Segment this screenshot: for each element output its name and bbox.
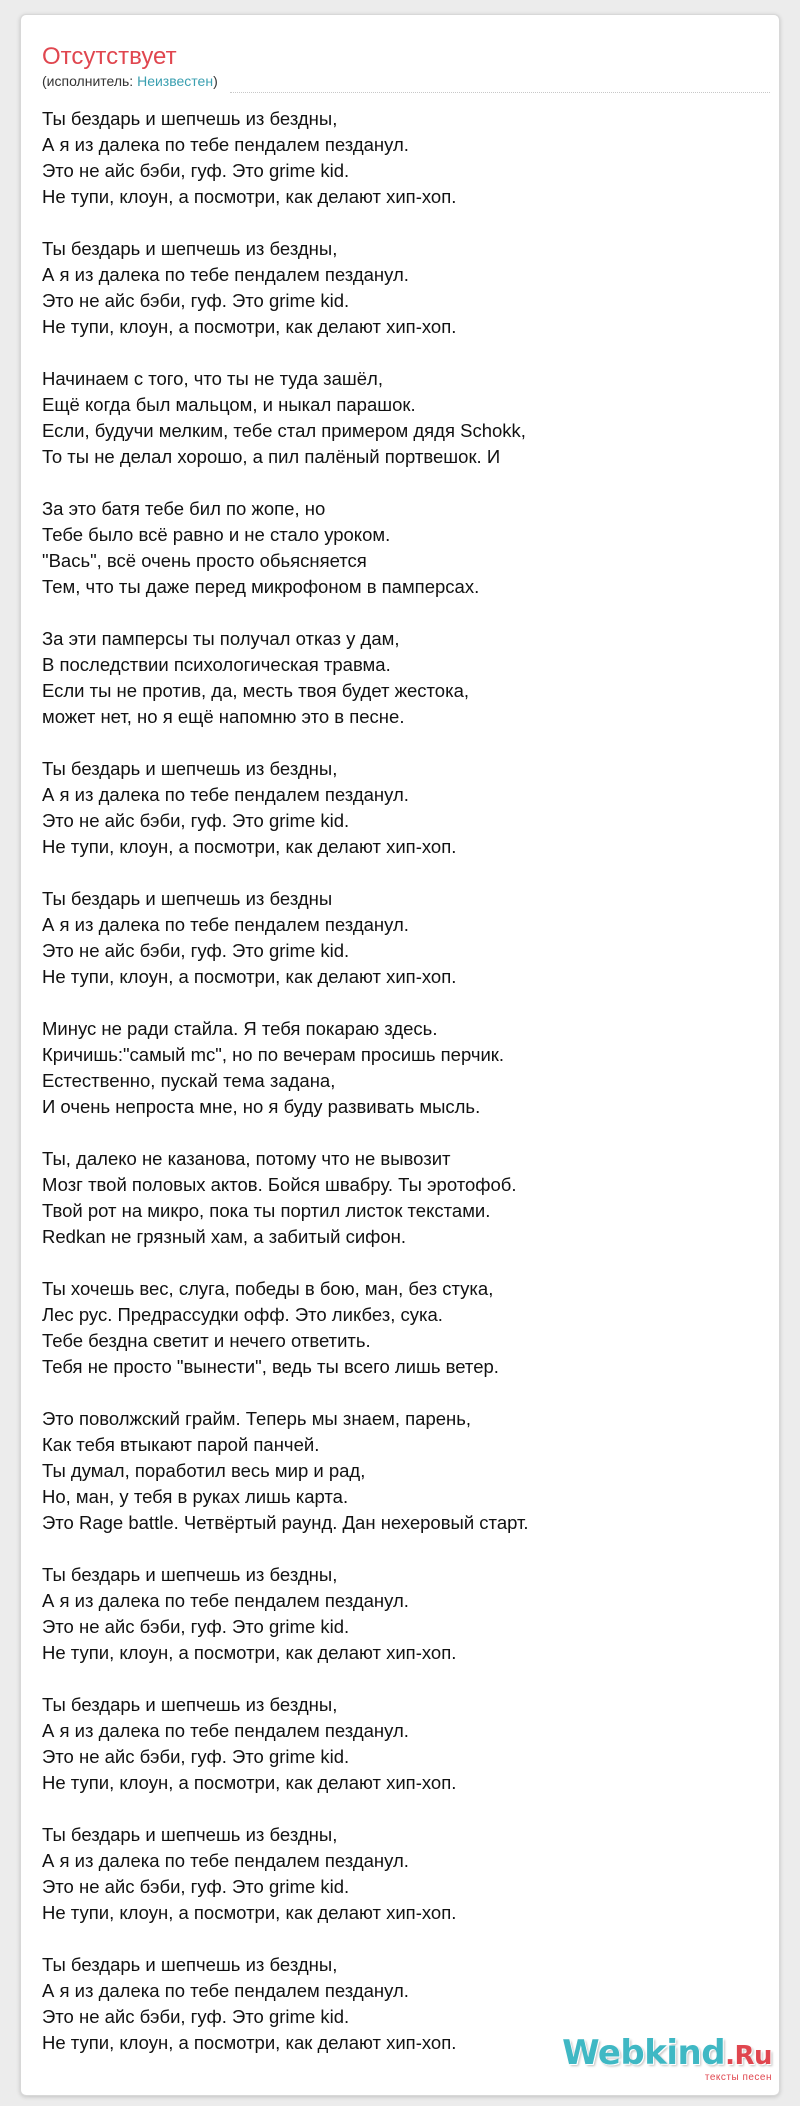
lyrics-line: Тебе бездна светит и нечего ответить.: [42, 1330, 371, 1351]
lyrics-stanza: [42, 626, 529, 730]
lyrics-stanza: [42, 366, 529, 470]
lyrics-line: Это не айс бэби, гуф. Это grime kid.: [42, 1746, 350, 1767]
lyrics-line: Ты бездарь и шепчешь из бездны,: [42, 1824, 338, 1845]
lyrics-stanza: [42, 1692, 529, 1796]
lyrics-line: Это Rage battle. Четвёртый раунд. Дан нехеровый старт.: [42, 1512, 529, 1533]
lyrics-line: Ты думал, поработил весь мир и рад,: [42, 1460, 366, 1481]
lyrics-line: В последствии психологическая травма.: [42, 654, 391, 675]
song-title: Отсутствует: [42, 43, 177, 70]
lyrics-stanza: [42, 106, 529, 210]
lyrics-line: Не тупи, клоун, а посмотри, как делают хип-хоп.: [42, 1642, 457, 1663]
lyrics-stanza: [42, 1562, 529, 1666]
lyrics-stanza: [42, 1406, 529, 1536]
lyrics-stanza: [42, 1276, 529, 1380]
lyrics-line: Это не айс бэби, гуф. Это grime kid.: [42, 810, 350, 831]
lyrics-line: За это батя тебе бил по жопе, но: [42, 498, 326, 519]
lyrics-line: За эти памперсы ты получал отказ у дам,: [42, 628, 400, 649]
lyrics-line: Ты бездарь и шепчешь из бездны,: [42, 238, 338, 259]
lyrics-line: Не тупи, клоун, а посмотри, как делают хип-хоп.: [42, 316, 457, 337]
lyrics-body: [42, 106, 529, 2082]
lyrics-line: Тебя не просто "вынести", ведь ты всего лишь ветер.: [42, 1356, 499, 1377]
lyrics-line: Это не айс бэби, гуф. Это grime kid.: [42, 940, 350, 961]
lyrics-line: Это не айс бэби, гуф. Это grime kid.: [42, 1616, 350, 1637]
artist-link[interactable]: Неизвестен: [137, 73, 214, 89]
lyrics-line: Это не айс бэби, гуф. Это grime kid.: [42, 290, 350, 311]
lyrics-line: То ты не делал хорошо, а пил палёный портвешок. И: [42, 446, 501, 467]
lyrics-stanza: [42, 756, 529, 860]
lyrics-stanza: [42, 886, 529, 990]
lyrics-line: Если ты не против, да, месть твоя будет жестока,: [42, 680, 470, 701]
artist-byline: [42, 71, 218, 91]
logo-wordmark: [562, 2035, 772, 2074]
lyrics-line: Не тупи, клоун, а посмотри, как делают хип-хоп.: [42, 2032, 457, 2053]
byline-suffix: ): [213, 73, 218, 89]
lyrics-stanza: [42, 1822, 529, 1926]
lyrics-line: Не тупи, клоун, а посмотри, как делают хип-хоп.: [42, 836, 457, 857]
lyrics-stanza: [42, 1952, 529, 2056]
lyrics-line: Ты бездарь и шепчешь из бездны,: [42, 758, 338, 779]
lyrics-line: Кричишь:"самый mc", но по вечерам просишь перчик.: [42, 1044, 505, 1065]
lyrics-line: А я из далека по тебе пендалем пезданул.: [42, 1980, 409, 2001]
lyrics-line: А я из далека по тебе пендалем пезданул.: [42, 914, 409, 935]
lyrics-line: Не тупи, клоун, а посмотри, как делают хип-хоп.: [42, 1902, 457, 1923]
lyrics-line: Это не айс бэби, гуф. Это grime kid.: [42, 160, 350, 181]
lyrics-line: Но, ман, у тебя в руках лишь карта.: [42, 1486, 349, 1507]
lyrics-line: Ты, далеко не казанова, потому что не вывозит: [42, 1148, 451, 1169]
lyrics-line: Лес рус. Предрассудки офф. Это ликбез, сука.: [42, 1304, 443, 1325]
lyrics-line: Redkan не грязный хам, а забитый сифон.: [42, 1226, 407, 1247]
lyrics-line: Мозг твой половых актов. Бойся швабру. Ты эротофоб.: [42, 1174, 517, 1195]
lyrics-line: Твой рот на микро, пока ты портил листок текстами.: [42, 1200, 491, 1221]
lyrics-line: "Вась", всё очень просто обьясняется: [42, 550, 367, 571]
lyrics-line: Это поволжский грайм. Теперь мы знаем, парень,: [42, 1408, 472, 1429]
lyrics-line: И очень непроста мне, но я буду развивать мысль.: [42, 1096, 481, 1117]
lyrics-line: А я из далека по тебе пендалем пезданул.: [42, 1850, 409, 1871]
logo-name: Webkind: [562, 2033, 726, 2073]
lyrics-line: Ещё когда был мальцом, и ныкал парашок.: [42, 394, 416, 415]
lyrics-line: Это не айс бэби, гуф. Это grime kid.: [42, 1876, 350, 1897]
lyrics-line: Это не айс бэби, гуф. Это grime kid.: [42, 2006, 350, 2027]
lyrics-line: Как тебя втыкают парой панчей.: [42, 1434, 320, 1455]
lyrics-line: А я из далека по тебе пендалем пезданул.: [42, 134, 409, 155]
logo-tld: .Ru: [725, 2041, 772, 2071]
lyrics-line: А я из далека по тебе пендалем пезданул.: [42, 784, 409, 805]
byline-prefix: (исполнитель:: [42, 73, 138, 89]
lyrics-line: Ты бездарь и шепчешь из бездны,: [42, 1954, 338, 1975]
lyrics-stanza: [42, 496, 529, 600]
lyrics-line: Ты бездарь и шепчешь из бездны,: [42, 1564, 338, 1585]
lyrics-line: Начинаем с того, что ты не туда зашёл,: [42, 368, 383, 389]
lyrics-stanza: [42, 1146, 529, 1250]
lyrics-line: А я из далека по тебе пендалем пезданул.: [42, 264, 409, 285]
lyrics-line: Если, будучи мелким, тебе стал примером дядя Schokk,: [42, 420, 526, 441]
logo-tagline: тексты песен: [704, 2072, 772, 2083]
lyrics-line: может нет, но я ещё напомню это в песне.: [42, 706, 405, 727]
lyrics-line: Ты хочешь вес, слуга, победы в бою, ман, без стука,: [42, 1278, 494, 1299]
lyrics-line: Ты бездарь и шепчешь из бездны,: [42, 108, 338, 129]
lyrics-line: Не тупи, клоун, а посмотри, как делают хип-хоп.: [42, 1772, 457, 1793]
lyrics-line: Тем, что ты даже перед микрофоном в памперсах.: [42, 576, 480, 597]
lyrics-line: Ты бездарь и шепчешь из бездны: [42, 888, 333, 909]
header-divider: [230, 92, 770, 93]
lyrics-stanza: [42, 236, 529, 340]
lyrics-line: Не тупи, клоун, а посмотри, как делают хип-хоп.: [42, 966, 457, 987]
site-logo[interactable]: [562, 2035, 772, 2084]
lyrics-line: А я из далека по тебе пендалем пезданул.: [42, 1720, 409, 1741]
lyrics-line: Не тупи, клоун, а посмотри, как делают хип-хоп.: [42, 186, 457, 207]
lyrics-line: Тебе было всё равно и не стало уроком.: [42, 524, 391, 545]
lyrics-line: Минус не ради стайла. Я тебя покараю здесь.: [42, 1018, 438, 1039]
lyrics-line: Ты бездарь и шепчешь из бездны,: [42, 1694, 338, 1715]
lyrics-stanza: [42, 1016, 529, 1120]
lyrics-line: Естественно, пускай тема задана,: [42, 1070, 336, 1091]
lyrics-line: А я из далека по тебе пендалем пезданул.: [42, 1590, 409, 1611]
